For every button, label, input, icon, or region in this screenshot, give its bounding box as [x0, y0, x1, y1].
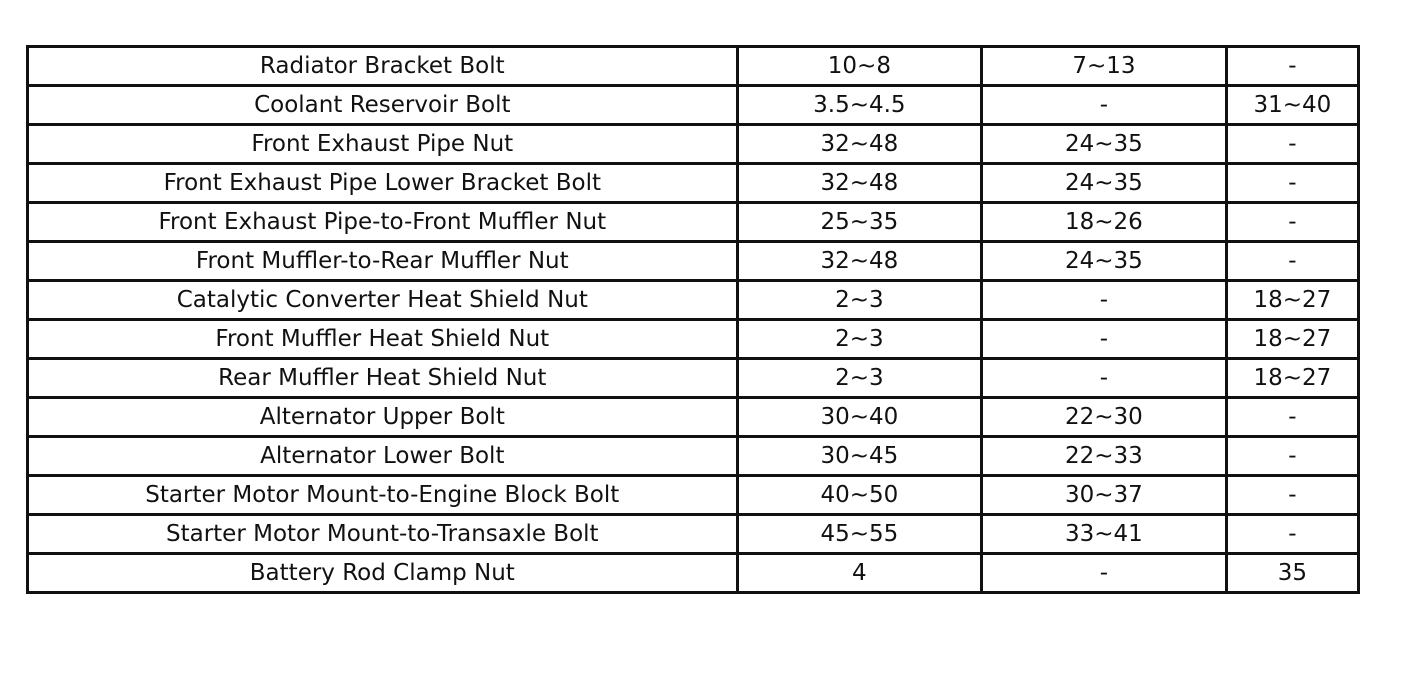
torque-lbft-cell: 22~33 [982, 437, 1227, 476]
torque-lbft-cell: 22~30 [982, 398, 1227, 437]
torque-lbin-cell: - [1226, 164, 1358, 203]
table-row [28, 47, 1359, 86]
torque-lbft-cell: 30~37 [982, 476, 1227, 515]
torque-lbin-cell: 35 [1226, 554, 1358, 593]
part-name-cell: Radiator Bracket Bolt [28, 47, 738, 86]
torque-lbft-cell: - [982, 320, 1227, 359]
torque-nm-cell: 32~48 [737, 164, 982, 203]
torque-nm-cell: 25~35 [737, 203, 982, 242]
table-row [28, 125, 1359, 164]
torque-spec-table [26, 45, 1360, 594]
torque-lbft-cell: 18~26 [982, 203, 1227, 242]
torque-nm-cell: 30~45 [737, 437, 982, 476]
torque-nm-cell: 2~3 [737, 320, 982, 359]
part-name-cell: Front Exhaust Pipe Nut [28, 125, 738, 164]
torque-nm-cell: 45~55 [737, 515, 982, 554]
table-row [28, 437, 1359, 476]
torque-nm-cell: 40~50 [737, 476, 982, 515]
torque-lbin-cell: 18~27 [1226, 281, 1358, 320]
table-row [28, 164, 1359, 203]
torque-lbin-cell: - [1226, 515, 1358, 554]
torque-lbft-cell: 33~41 [982, 515, 1227, 554]
part-name-cell: Rear Muffler Heat Shield Nut [28, 359, 738, 398]
table-row [28, 398, 1359, 437]
torque-lbft-cell: - [982, 554, 1227, 593]
table-row [28, 203, 1359, 242]
part-name-cell: Front Exhaust Pipe-to-Front Muffler Nut [28, 203, 738, 242]
torque-lbft-cell: - [982, 359, 1227, 398]
table-row [28, 281, 1359, 320]
table-row [28, 476, 1359, 515]
table-row [28, 554, 1359, 593]
torque-nm-cell: 2~3 [737, 281, 982, 320]
part-name-cell: Alternator Lower Bolt [28, 437, 738, 476]
torque-lbin-cell: - [1226, 476, 1358, 515]
part-name-cell: Starter Motor Mount-to-Transaxle Bolt [28, 515, 738, 554]
torque-lbft-cell: 24~35 [982, 242, 1227, 281]
part-name-cell: Coolant Reservoir Bolt [28, 86, 738, 125]
torque-lbin-cell: - [1226, 125, 1358, 164]
torque-nm-cell: 30~40 [737, 398, 982, 437]
torque-nm-cell: 3.5~4.5 [737, 86, 982, 125]
torque-lbin-cell: 31~40 [1226, 86, 1358, 125]
torque-lbin-cell: - [1226, 203, 1358, 242]
torque-lbin-cell: - [1226, 398, 1358, 437]
torque-nm-cell: 4 [737, 554, 982, 593]
torque-lbin-cell: - [1226, 47, 1358, 86]
torque-lbin-cell: 18~27 [1226, 320, 1358, 359]
table-row [28, 359, 1359, 398]
torque-lbft-cell: 24~35 [982, 125, 1227, 164]
table-row [28, 515, 1359, 554]
part-name-cell: Front Muffler-to-Rear Muffler Nut [28, 242, 738, 281]
part-name-cell: Starter Motor Mount-to-Engine Block Bolt [28, 476, 738, 515]
torque-lbft-cell: 7~13 [982, 47, 1227, 86]
torque-lbft-cell: - [982, 86, 1227, 125]
part-name-cell: Front Muffler Heat Shield Nut [28, 320, 738, 359]
table-row [28, 86, 1359, 125]
torque-lbft-cell: - [982, 281, 1227, 320]
part-name-cell: Front Exhaust Pipe Lower Bracket Bolt [28, 164, 738, 203]
torque-lbin-cell: - [1226, 242, 1358, 281]
torque-nm-cell: 10~8 [737, 47, 982, 86]
part-name-cell: Catalytic Converter Heat Shield Nut [28, 281, 738, 320]
torque-lbin-cell: - [1226, 437, 1358, 476]
torque-nm-cell: 2~3 [737, 359, 982, 398]
torque-lbin-cell: 18~27 [1226, 359, 1358, 398]
part-name-cell: Alternator Upper Bolt [28, 398, 738, 437]
torque-nm-cell: 32~48 [737, 242, 982, 281]
torque-lbft-cell: 24~35 [982, 164, 1227, 203]
table-row [28, 320, 1359, 359]
torque-nm-cell: 32~48 [737, 125, 982, 164]
part-name-cell: Battery Rod Clamp Nut [28, 554, 738, 593]
table-row [28, 242, 1359, 281]
